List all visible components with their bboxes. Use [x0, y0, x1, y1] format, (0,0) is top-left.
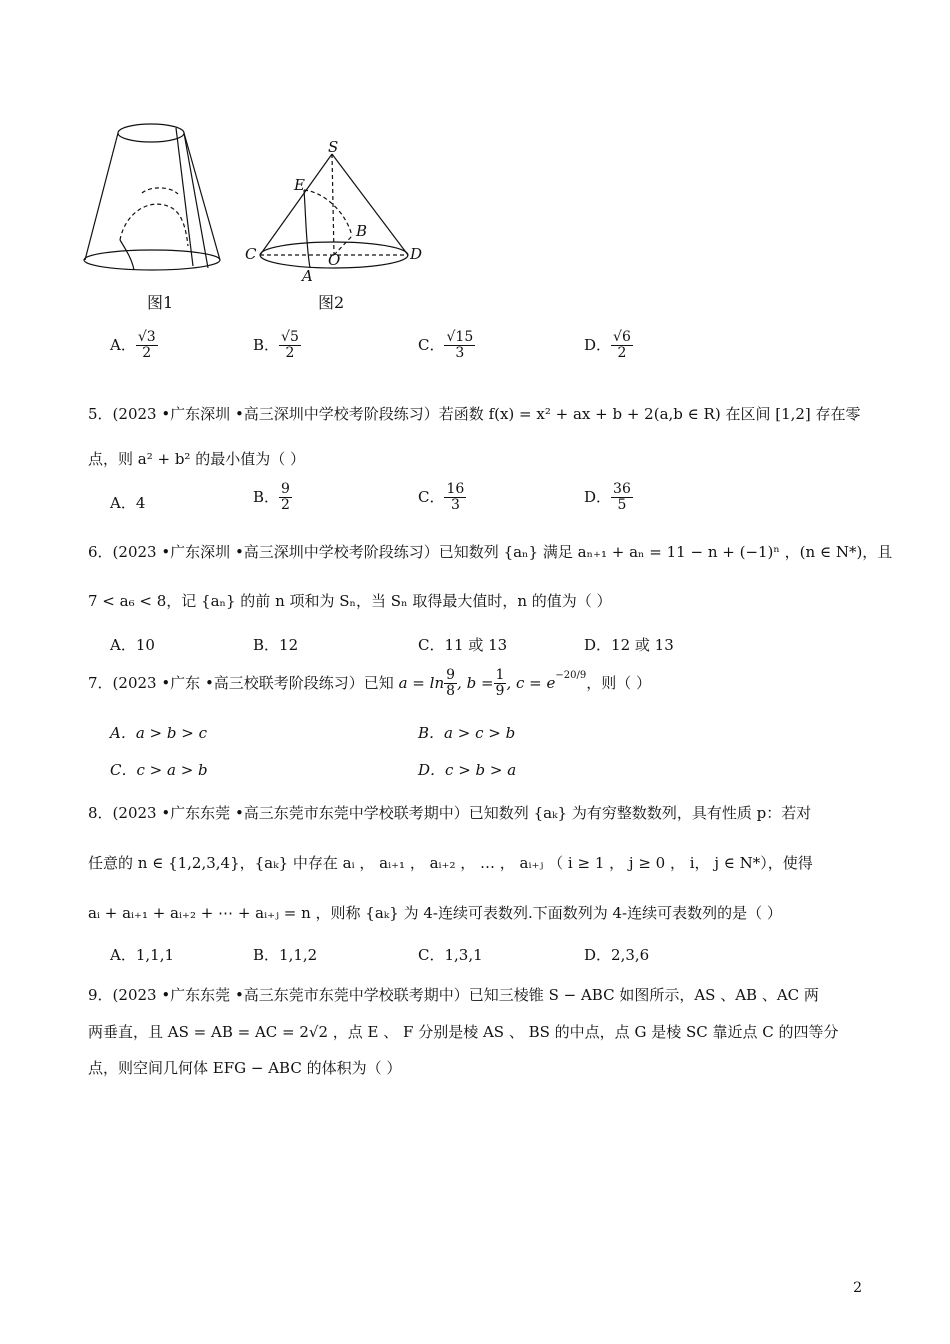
figure-2 [240, 138, 430, 288]
q7-stem [88, 668, 651, 700]
q4-option-c[interactable] [418, 330, 475, 362]
q5-line-2: 点，则 a² + b² 的最小值为（ ） [88, 450, 305, 468]
q4-option-d[interactable] [584, 330, 633, 362]
q7-option-c[interactable]: C．c > a > b [110, 761, 208, 779]
q6-line-1: 6．(2023 •广东深圳 •高三深圳中学校考阶段练习）已知数列 {aₙ} 满足 aₙ₊₁ + aₙ = 11 − n + (−1)ⁿ ，(n ∈ N*)，且 [88, 543, 893, 561]
q8-line-2: 任意的 n ∈ {1,2,3,4}，{aₖ} 中存在 aᵢ ， aᵢ₊₁ ， aᵢ₊₂ ， … ， aᵢ₊ⱼ （ i ≥ 1 ， j ≥ 0 ， i， j ∈ N*），使得 [88, 854, 813, 872]
q8-option-d[interactable]: D．2,3,6 [584, 946, 650, 964]
q4-option-b-letter: B． [253, 335, 280, 354]
figure-2-caption: 图2 [318, 293, 345, 312]
q8-line-1: 8．(2023 •广东东莞 •高三东莞市东莞中学校联考期中）已知数列 {aₖ} 为有穷整数数列，具有性质 p：若对 [88, 804, 812, 822]
figure-1 [80, 118, 240, 278]
q7-a-den: 8 [446, 683, 456, 700]
label-e: E [294, 176, 305, 194]
q5-option-a[interactable]: A．4 [110, 494, 146, 512]
q7-b-den: 9 [495, 683, 505, 700]
q5-option-d-num: 36 [613, 481, 631, 497]
q5-option-d-letter: D． [584, 487, 612, 506]
q4-option-a-letter: A． [110, 335, 136, 354]
label-c: C [245, 245, 257, 263]
q7-option-d[interactable]: D．c > b > a [418, 761, 517, 779]
q4-option-b-num: √5 [281, 329, 299, 345]
page-number: 2 [853, 1280, 862, 1296]
q5-option-b-num: 9 [281, 481, 290, 497]
q7-c-expr: , c = e [506, 673, 556, 692]
q5-option-c-num: 16 [446, 481, 465, 497]
q9-line-1: 9．(2023 •广东东莞 •高三东莞市东莞中学校联考期中）已知三棱锥 S − ABC 如图所示，AS 、AB 、AC 两 [88, 986, 819, 1004]
q5-option-b-den: 2 [281, 497, 290, 514]
q7-a-num: 9 [446, 667, 456, 683]
q4-option-d-den: 2 [617, 345, 627, 362]
q8-option-b[interactable]: B．1,1,2 [253, 946, 318, 964]
label-b: B [356, 222, 368, 240]
q4-option-a[interactable] [110, 330, 158, 362]
q4-option-c-den: 3 [455, 345, 465, 362]
q5-option-d[interactable] [584, 482, 633, 514]
label-d: D [410, 245, 423, 263]
q6-option-b[interactable]: B．12 [253, 636, 299, 654]
q7-b-expr: , b = [457, 673, 494, 692]
q4-option-a-num: √3 [137, 329, 156, 345]
figure-1-caption: 图1 [147, 293, 174, 312]
q7-option-b[interactable]: B．a > c > b [418, 724, 516, 742]
q5-option-d-den: 5 [617, 497, 627, 514]
q4-option-c-num: √15 [446, 329, 474, 345]
q4-option-d-num: √6 [613, 329, 631, 345]
q5-line-1: 5．(2023 •广东深圳 •高三深圳中学校考阶段练习）若函数 f(x) = x² + ax + b + 2(a,b ∈ R) 在区间 [1,2] 存在零 [88, 405, 861, 423]
q4-option-b[interactable] [253, 330, 301, 362]
q5-option-b-letter: B． [253, 487, 280, 506]
q7-suffix: ，则（ ） [586, 673, 651, 692]
q9-line-2: 两垂直，且 AS = AB = AC = 2√2 ，点 E 、 F 分别是棱 AS 、 BS 的中点，点 G 是棱 SC 靠近点 C 的四等分 [88, 1023, 839, 1041]
q5-option-c[interactable] [418, 482, 466, 514]
q7-option-a[interactable]: A．a > b > c [110, 724, 207, 742]
label-a: A [302, 267, 313, 285]
q5-option-c-den: 3 [450, 497, 460, 514]
q4-option-d-letter: D． [584, 335, 612, 354]
q9-line-3: 点，则空间几何体 EFG − ABC 的体积为（ ） [88, 1059, 402, 1077]
q8-option-a[interactable]: A．1,1,1 [110, 946, 174, 964]
q4-option-c-letter: C． [418, 335, 445, 354]
label-s: S [328, 138, 339, 156]
q6-option-d[interactable]: D．12 或 13 [584, 636, 674, 654]
q5-option-c-letter: C． [418, 487, 445, 506]
q4-option-b-den: 2 [285, 345, 295, 362]
q7-b-num: 1 [495, 667, 505, 683]
q8-line-3: aᵢ + aᵢ₊₁ + aᵢ₊₂ + ⋯ + aᵢ₊ⱼ = n ，则称 {aₖ} 为 4-连续可表数列.下面数列为 4-连续可表数列的是（ ） [88, 904, 782, 922]
q5-option-b[interactable] [253, 482, 292, 514]
q6-option-a[interactable]: A．10 [110, 636, 155, 654]
q6-option-c[interactable]: C．11 或 13 [418, 636, 508, 654]
q7-prefix: 7．(2023 •广东 •高三校联考阶段练习）已知 [88, 673, 394, 692]
q8-option-c[interactable]: C．1,3,1 [418, 946, 483, 964]
q4-option-a-den: 2 [142, 345, 152, 362]
q7-c-exp: −20/9 [555, 669, 587, 681]
label-o: O [328, 251, 341, 269]
q7-a-expr: a = ln [398, 673, 445, 692]
q6-line-2: 7 < a₆ < 8，记 {aₙ} 的前 n 项和为 Sₙ，当 Sₙ 取得最大值时，n 的值为（ ） [88, 592, 612, 610]
